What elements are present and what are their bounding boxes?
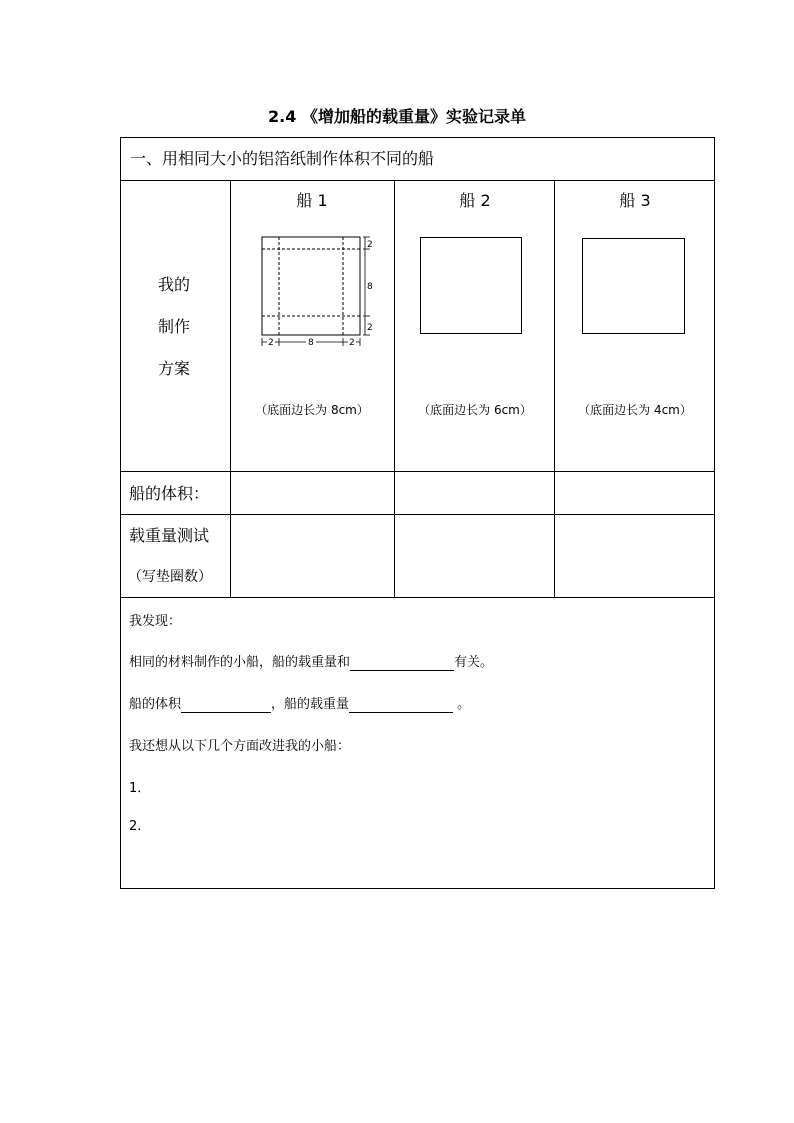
- boat-3-label: 船 3: [619, 191, 651, 210]
- dim-label: 2: [367, 323, 373, 333]
- dim-label: 8: [308, 338, 314, 348]
- load-test-label: 载重量测试: [129, 526, 210, 545]
- improve-item-1: 1．: [129, 781, 151, 796]
- finding-line-2: [129, 693, 470, 713]
- boat-2-base-square: [420, 237, 522, 334]
- finding-line-1-end: 有关。: [454, 655, 494, 670]
- boat-3-base-square: [582, 238, 685, 334]
- volume-label: 船的体积：: [129, 484, 210, 503]
- plan-label-line1: 我的: [158, 275, 191, 294]
- dim-label: 8: [367, 282, 373, 292]
- boat-2-caption: （底面边长为 6cm）: [418, 403, 532, 417]
- dim-label: 2: [349, 338, 355, 348]
- column-divider: [394, 180, 395, 598]
- boat-1-label: 船 1: [296, 191, 328, 210]
- column-divider: [230, 180, 231, 598]
- finding-line-2-a: 船的体积: [129, 697, 182, 712]
- plan-label-line2: 制作: [158, 317, 191, 336]
- answer-blank[interactable]: [349, 697, 453, 713]
- boat-2-label: 船 2: [459, 191, 491, 210]
- finding-line-2-c: 。: [453, 697, 471, 712]
- finding-line-1-start: 相同的材料制作的小船，船的载重量和: [129, 655, 351, 670]
- improve-item-2: 2.: [129, 819, 142, 834]
- answer-blank[interactable]: [181, 697, 271, 713]
- boat-1-caption: （底面边长为 8cm）: [255, 403, 369, 417]
- finding-line-2-b: ，船的载重量: [271, 697, 350, 712]
- load-test-sublabel: （写垫圈数）: [128, 569, 212, 585]
- boat-1-diagram: [250, 230, 380, 352]
- improve-heading: 我还想从以下几个方面改进我的小船：: [129, 739, 351, 754]
- dim-label: 2: [367, 240, 373, 250]
- plan-label-line3: 方案: [158, 359, 191, 378]
- section-title: 一、用相同大小的铝箔纸制作体积不同的船: [130, 149, 435, 168]
- findings-heading: 我发现：: [129, 614, 182, 629]
- answer-blank[interactable]: [350, 655, 454, 671]
- boat-3-caption: （底面边长为 4cm）: [578, 403, 692, 417]
- row-divider: [120, 471, 715, 472]
- row-divider: [120, 180, 715, 181]
- page-title: 2.4 《增加船的载重量》实验记录单: [268, 107, 526, 126]
- finding-line-1: [129, 651, 493, 671]
- row-divider: [120, 514, 715, 515]
- dim-label: 2: [268, 338, 274, 348]
- row-divider: [120, 597, 715, 598]
- column-divider: [554, 180, 555, 598]
